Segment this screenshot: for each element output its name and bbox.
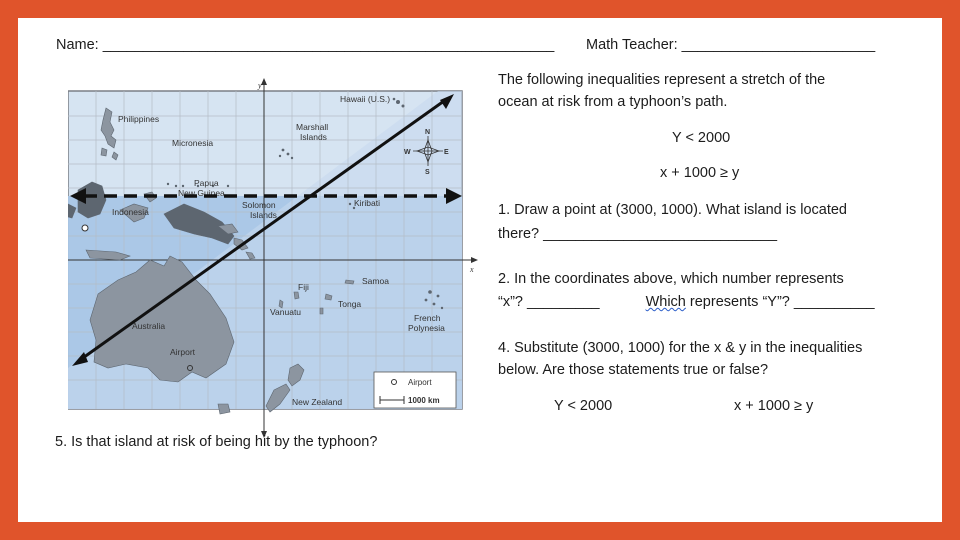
x-axis-label: x: [470, 265, 474, 274]
compass-e: E: [444, 149, 449, 156]
label-solomon-2: Islands: [250, 210, 277, 220]
compass-w: W: [404, 149, 411, 156]
question-5: 5. Is that island at risk of being hit by the typhoon?: [55, 434, 378, 450]
intro-line-1: The following inequalities represent a stretch of the: [498, 72, 826, 88]
label-philippines: Philippines: [118, 114, 160, 124]
label-marshall-1: Marshall: [296, 122, 329, 132]
question-2-line-1: 2. In the coordinates above, which number represents: [498, 271, 844, 287]
question-4-line-1: 4. Substitute (3000, 1000) for the x & y in the inequalities: [498, 340, 863, 356]
question-2-line-2: [498, 291, 875, 313]
label-micronesia: Micronesia: [172, 138, 214, 148]
question-1-line-1: 1. Draw a point at (3000, 1000). What island is located: [498, 202, 847, 218]
teacher-line[interactable]: Math Teacher: ________________________: [586, 37, 876, 53]
label-kiribati: Kiribati: [354, 198, 380, 208]
label-papua-1: Papua: [194, 178, 219, 188]
map-legend: [374, 372, 456, 408]
map-figure: [68, 78, 488, 438]
label-french-1: French: [414, 313, 441, 323]
label-indonesia: Indonesia: [112, 207, 149, 217]
label-solomon-1: Solomon: [242, 200, 276, 210]
inequality-2: x + 1000 ≥ y: [660, 165, 740, 181]
indonesia-marker: [82, 225, 88, 231]
y-axis-label: y: [258, 81, 262, 90]
label-french-2: Polynesia: [408, 323, 445, 333]
question-2-y-blank[interactable]: represents “Y”? __________: [685, 294, 875, 310]
label-vanuatu: Vanuatu: [270, 307, 302, 317]
question-4-inequality-1: Y < 2000: [554, 398, 613, 414]
question-4-inequality-2: x + 1000 ≥ y: [734, 398, 814, 414]
legend-scale-label: 1000 km: [408, 396, 440, 405]
label-fiji: Fiji: [298, 282, 309, 292]
intro-line-2: ocean at risk from a typhoon’s path.: [498, 94, 728, 110]
label-marshall-2: Islands: [300, 132, 327, 142]
map-svg: [68, 78, 488, 438]
label-samoa: Samoa: [362, 276, 389, 286]
name-line[interactable]: Name: ________________________________________________________: [56, 37, 555, 53]
label-tonga: Tonga: [338, 299, 362, 309]
label-new-zealand: New Zealand: [292, 397, 343, 407]
compass-s: S: [425, 169, 430, 176]
label-airport: Airport: [170, 347, 196, 357]
question-1-line-2[interactable]: there? _____________________________: [498, 226, 778, 242]
x-axis-arrow: [471, 257, 478, 263]
label-hawaii: Hawaii (U.S.): [340, 94, 391, 104]
inequality-1: Y < 2000: [672, 130, 731, 146]
legend-airport-label: Airport: [408, 378, 432, 387]
question-2-x-blank[interactable]: “x”? _________: [498, 294, 600, 310]
question-2-which: Which: [645, 294, 686, 310]
question-4-line-2: below. Are those statements true or false?: [498, 362, 769, 378]
label-australia: Australia: [132, 321, 166, 331]
compass-n: N: [425, 129, 431, 136]
slide: [18, 18, 942, 522]
label-papua-2: New Guinea: [178, 188, 225, 198]
y-axis-arrow-up: [261, 78, 267, 85]
